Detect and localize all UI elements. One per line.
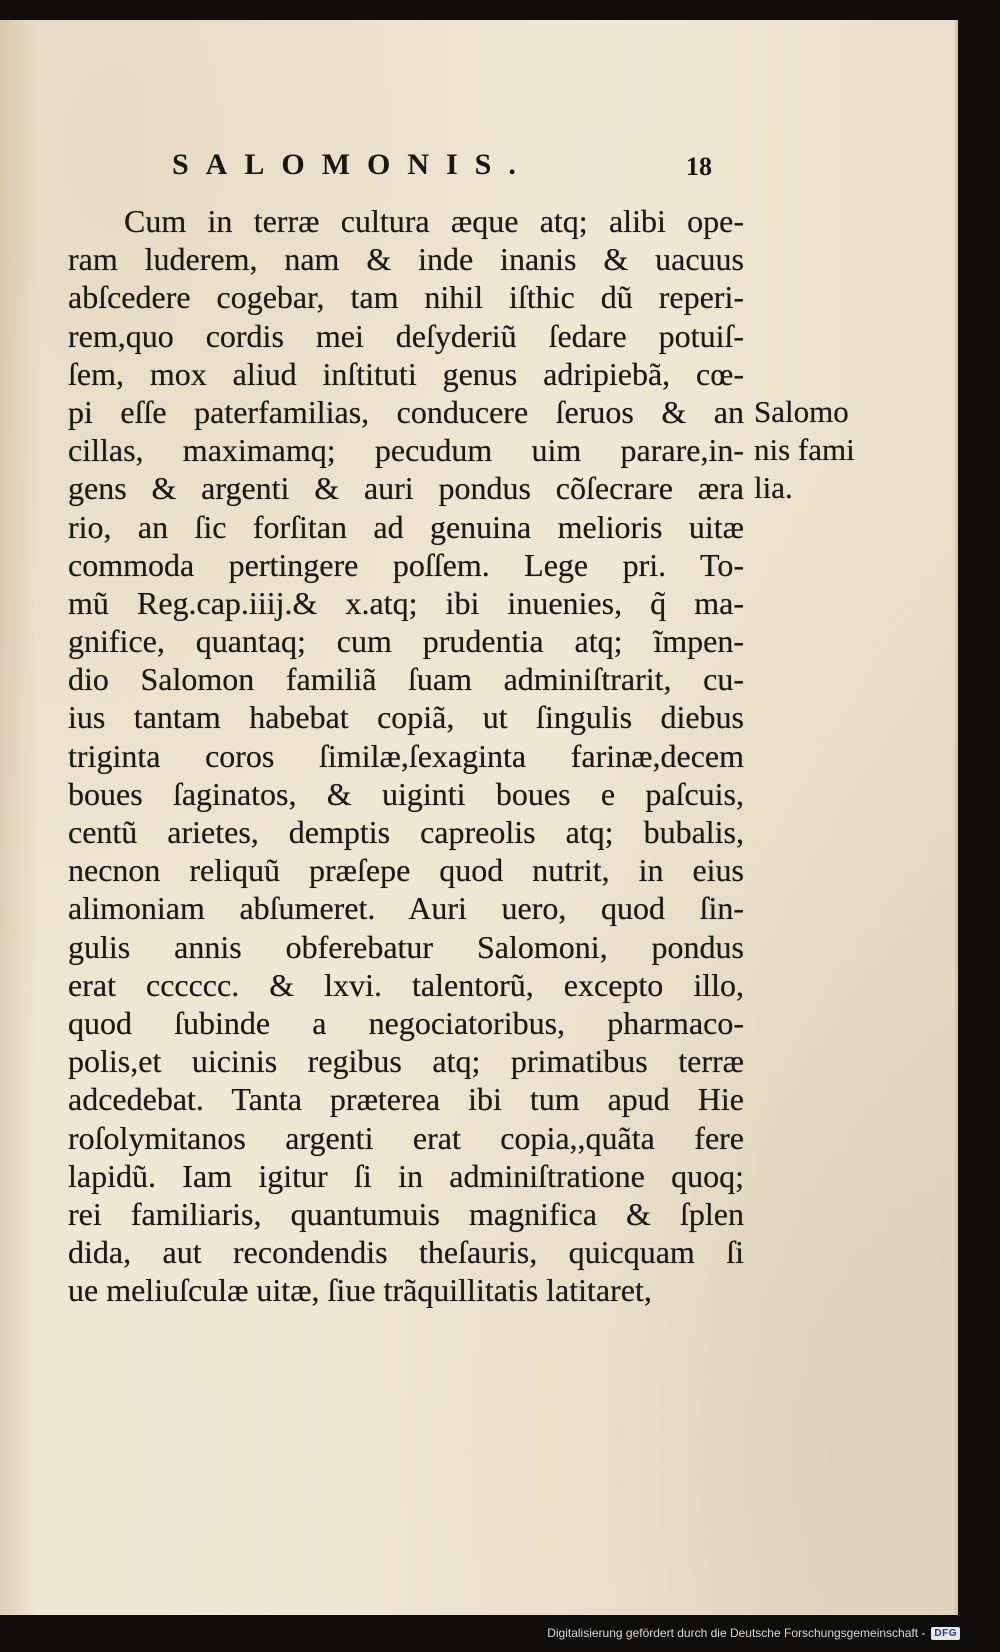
text-line: ram luderem, nam & inde inanis & uacuus [68,241,744,278]
digitization-credit [547,1624,960,1642]
text-line: gens & argenti & auri pondus cõſecrare æra [68,470,744,507]
text-line: rio, an ſic forſitan ad genuina melioris uitæ [68,508,744,545]
text-line: cillas, maximamq; pecudum uim parare,in- [68,432,744,469]
text-line: gulis annis obferebatur Salomoni, pondus [68,928,744,965]
text-line: commoda pertingere poſſem. Lege pri. To- [68,546,744,583]
text-line: boues ſaginatos, & uiginti boues e paſcuis, [68,775,744,812]
folio-number: 18 [686,152,712,181]
text-line: lapidũ. Iam igitur ſi in adminiſtratione quoq; [68,1157,744,1194]
text-line: ſem, mox aliud inſtituti genus adripiebã, cœ- [68,355,744,392]
text-line: adcedebat. Tanta præterea ibi tum apud Hie [68,1081,744,1118]
text-line: roſolymitanos argenti erat copia,,quãta fere [68,1119,744,1156]
running-head: SALOMONIS. [172,148,533,181]
text-line: mũ Reg.cap.iiij.& x.atq; ibi inuenies, q̃ ma- [68,584,744,621]
credit-text: Digitalisierung gefördert durch die Deutsche Forschungsgemeinschaft - [547,1626,926,1640]
marginal-note-line: nis fami [754,432,855,468]
text-line: centũ arietes, demptis capreolis atq; bubalis, [68,814,744,850]
text-line: dio Salomon familiã ſuam adminiſtrarit, cu- [68,661,744,698]
book-page [0,20,958,1615]
body-text-block [68,202,744,1309]
dfg-logo-badge: DFG [931,1627,960,1640]
page-header [172,148,712,188]
marginal-note-line: lia. [754,470,793,506]
text-line: rei familiaris, quantumuis magnifica & ſplen [68,1195,744,1232]
text-line: Cum in terræ cultura æque atq; alibi ope- [124,203,744,239]
text-line: ius tantam habebat copiã, ut ſingulis diebus [68,699,744,736]
marginal-note [754,393,894,508]
text-line: erat cccccc. & lxvi. talentorũ, excepto illo, [68,966,744,1003]
text-line: polis,et uicinis regibus atq; primatibus terræ [68,1043,744,1080]
text-line: triginta coros ſimilæ,ſexaginta farinæ,decem [68,737,744,774]
text-line: pi eſſe paterfamilias, conducere ſeruos & an [68,393,744,430]
text-line: alimoniam abſumeret. Auri uero, quod ſin- [68,890,744,927]
marginal-note-line: Salomo [754,394,849,429]
text-line: gnifice, quantaq; cum prudentia atq; ĩmpen- [68,623,744,660]
text-line: quod ſubinde a negociatoribus, pharmaco- [68,1004,744,1041]
text-line: ue meliuſculæ uitæ, ſiue trãquillitatis latitaret, [68,1272,652,1309]
text-line: necnon reliquũ præſepe quod nutrit, in eius [68,852,744,889]
text-line: rem,quo cordis mei deſyderiũ ſedare potuiſ- [68,317,744,354]
text-line: abſcedere cogebar, tam nihil iſthic dũ reperi- [68,279,744,316]
text-line: dida, aut recondendis theſauris, quicquam ſi [68,1234,744,1271]
